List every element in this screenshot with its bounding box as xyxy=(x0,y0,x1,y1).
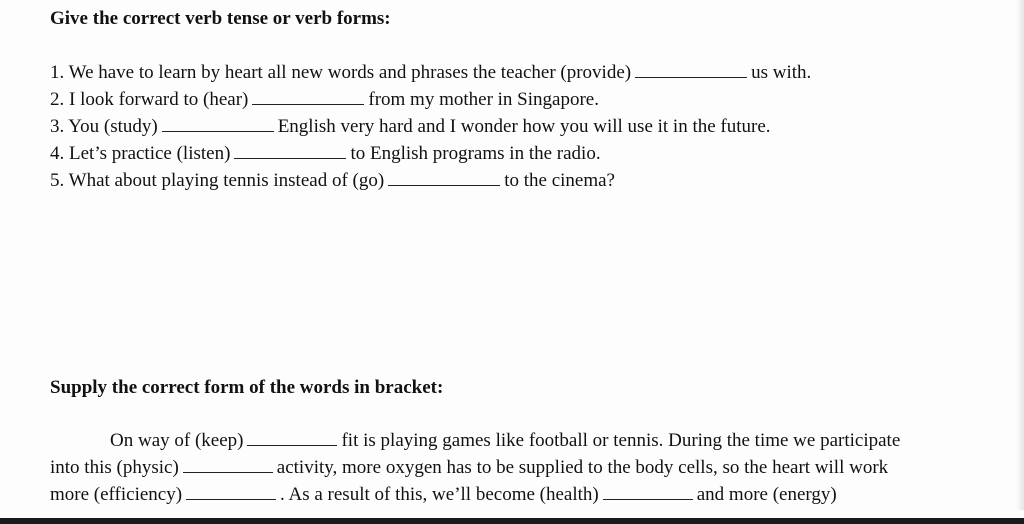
paragraph-line-2 xyxy=(50,457,888,479)
para-text-health: . As a result of this, we’ll become (health) xyxy=(280,484,599,505)
para-text-keep: On way of (keep) xyxy=(110,430,244,451)
answer-blank-3[interactable] xyxy=(162,116,274,132)
para-text-physic: into this (physic) xyxy=(50,457,179,478)
item-4-after: to English programs in the radio. xyxy=(350,143,601,164)
exercise-item-2 xyxy=(50,89,599,111)
item-5-prompt: 5. What about playing tennis instead of (go) xyxy=(50,170,385,191)
item-2-prompt: 2. I look forward to (hear) xyxy=(50,89,249,110)
item-2-after: from my mother in Singapore. xyxy=(368,89,599,110)
para-text-efficiency: more (efficiency) xyxy=(50,484,183,505)
answer-blank-5[interactable] xyxy=(388,170,500,186)
item-3-prompt: 3. You (study) xyxy=(50,116,158,137)
para-text-line1-rest: fit is playing games like football or tennis. During the time we participate xyxy=(341,430,901,451)
exercise-item-5 xyxy=(50,170,615,192)
answer-blank-physic[interactable] xyxy=(183,457,273,473)
exercise-item-3 xyxy=(50,116,771,138)
item-4-prompt: 4. Let’s practice (listen) xyxy=(50,143,231,164)
item-1-after: us with. xyxy=(751,62,812,83)
answer-blank-2[interactable] xyxy=(252,89,364,105)
section2-title: Supply the correct form of the words in bracket: xyxy=(50,377,444,398)
section1-title: Give the correct verb tense or verb forms: xyxy=(50,8,391,29)
item-1-prompt: 1. We have to learn by heart all new words and phrases the teacher (provide) xyxy=(50,62,632,83)
exercise-item-4 xyxy=(50,143,601,165)
item-5-after: to the cinema? xyxy=(504,170,615,191)
answer-blank-1[interactable] xyxy=(635,62,747,78)
answer-blank-4[interactable] xyxy=(234,143,346,159)
answer-blank-efficiency[interactable] xyxy=(186,484,276,500)
para-text-line2-rest: activity, more oxygen has to be supplied to the body cells, so the heart will work xyxy=(276,457,889,478)
paragraph-line-3 xyxy=(50,484,837,506)
answer-blank-keep[interactable] xyxy=(247,430,337,446)
answer-blank-health[interactable] xyxy=(603,484,693,500)
bottom-edge-bar xyxy=(0,518,1024,524)
exercise-item-1 xyxy=(50,62,811,84)
page-edge-shadow xyxy=(1016,0,1024,510)
paragraph-line-1 xyxy=(110,430,900,452)
item-3-after: English very hard and I wonder how you will use it in the future. xyxy=(277,116,771,137)
para-text-energy: and more (energy) xyxy=(696,484,837,505)
